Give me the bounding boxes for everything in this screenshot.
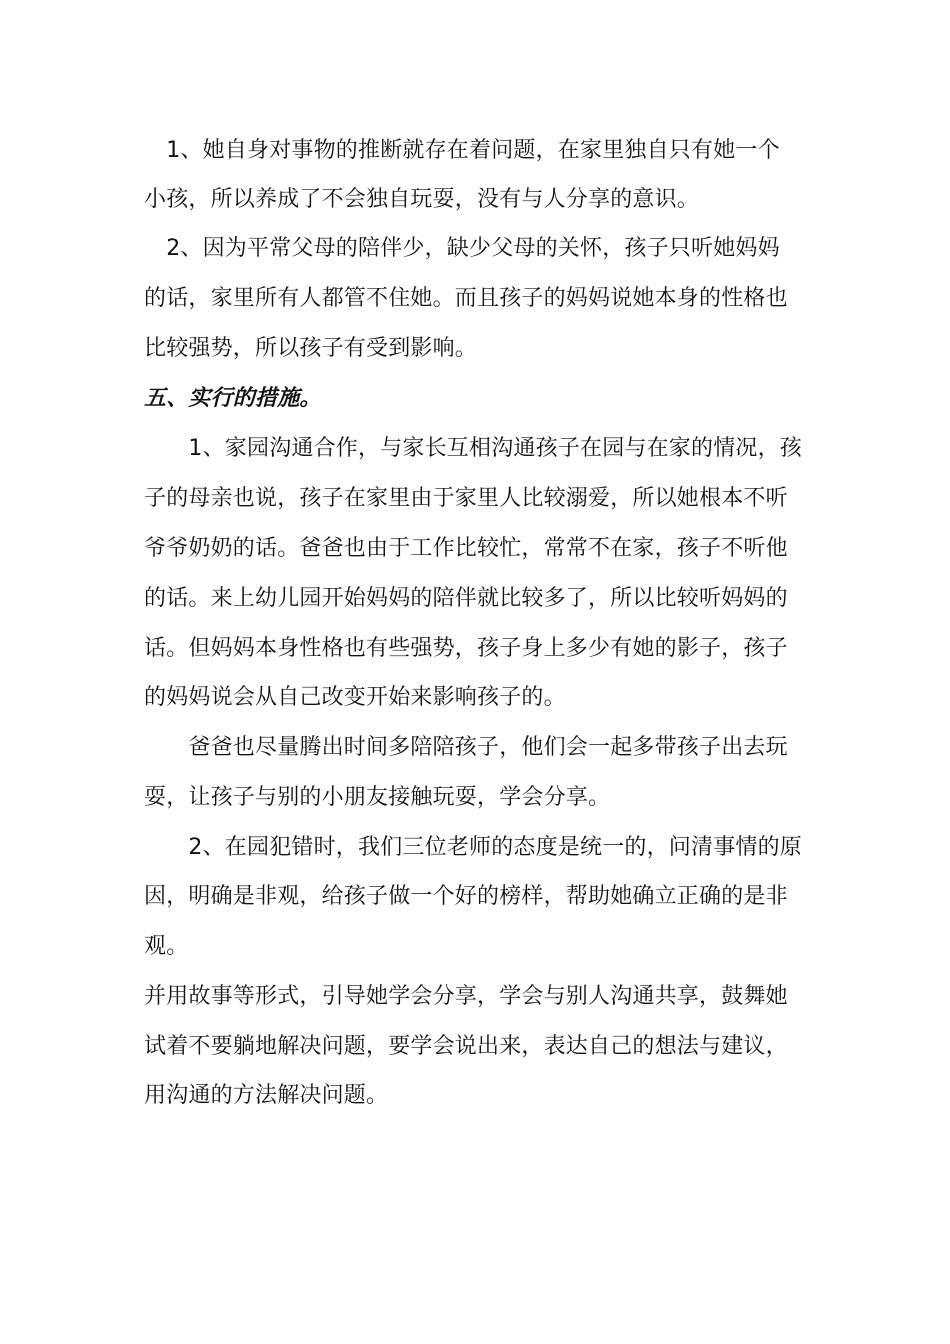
- paragraph-line: 2、因为平常父母的陪伴少，缺少父母的关怀，孩子只听她妈妈: [144, 236, 780, 261]
- paragraph-line: 子的母亲也说，孩子在家里由于家里人比较溺爱，所以她根本不听: [144, 486, 788, 511]
- paragraph-line: 1、她自身对事物的推断就存在着问题，在家里独自只有她一个: [144, 138, 780, 163]
- paragraph-line: 的话。来上幼儿园开始妈妈的陪伴就比较多了，所以比较听妈妈的: [144, 586, 788, 611]
- paragraph-line: 耍，让孩子与别的小朋友接触玩耍，学会分享。: [144, 785, 611, 810]
- paragraph-line: 2、在园犯错时，我们三位老师的态度是统一的，问清事情的原: [144, 835, 802, 860]
- paragraph-line: 话。但妈妈本身性格也有些强势，孩子身上多少有她的影子，孩子: [144, 636, 788, 661]
- paragraph-line: 的妈妈说会从自己改变开始来影响孩子的。: [144, 685, 566, 710]
- paragraph-line: 1、家园沟通合作，与家长互相沟通孩子在园与在家的情况，孩: [144, 436, 802, 461]
- paragraph-line: 试着不要躺地解决问题，要学会说出来，表达自己的想法与建议，: [144, 1034, 788, 1059]
- paragraph-line: 因，明确是非观，给孩子做一个好的榜样，帮助她确立正确的是非: [144, 884, 788, 909]
- paragraph-line: 爷爷奶奶的话。爸爸也由于工作比较忙，常常不在家，孩子不听他: [144, 536, 788, 561]
- paragraph-line: 比较强势，所以孩子有受到影响。: [144, 336, 478, 361]
- paragraph-line: 的话，家里所有人都管不住她。而且孩子的妈妈说她本身的性格也: [144, 286, 788, 311]
- paragraph-line: 用沟通的方法解决问题。: [144, 1083, 389, 1108]
- section-heading: 五、实行的措施。: [144, 386, 322, 411]
- paragraph-line: 观。: [144, 934, 189, 959]
- paragraph-line: 小孩，所以养成了不会独自玩耍，没有与人分享的意识。: [144, 187, 700, 212]
- paragraph-line: 并用故事等形式，引导她学会分享，学会与别人沟通共享，鼓舞她: [144, 984, 788, 1009]
- paragraph-line: 爸爸也尽量腾出时间多陪陪孩子，他们会一起多带孩子出去玩: [144, 735, 788, 760]
